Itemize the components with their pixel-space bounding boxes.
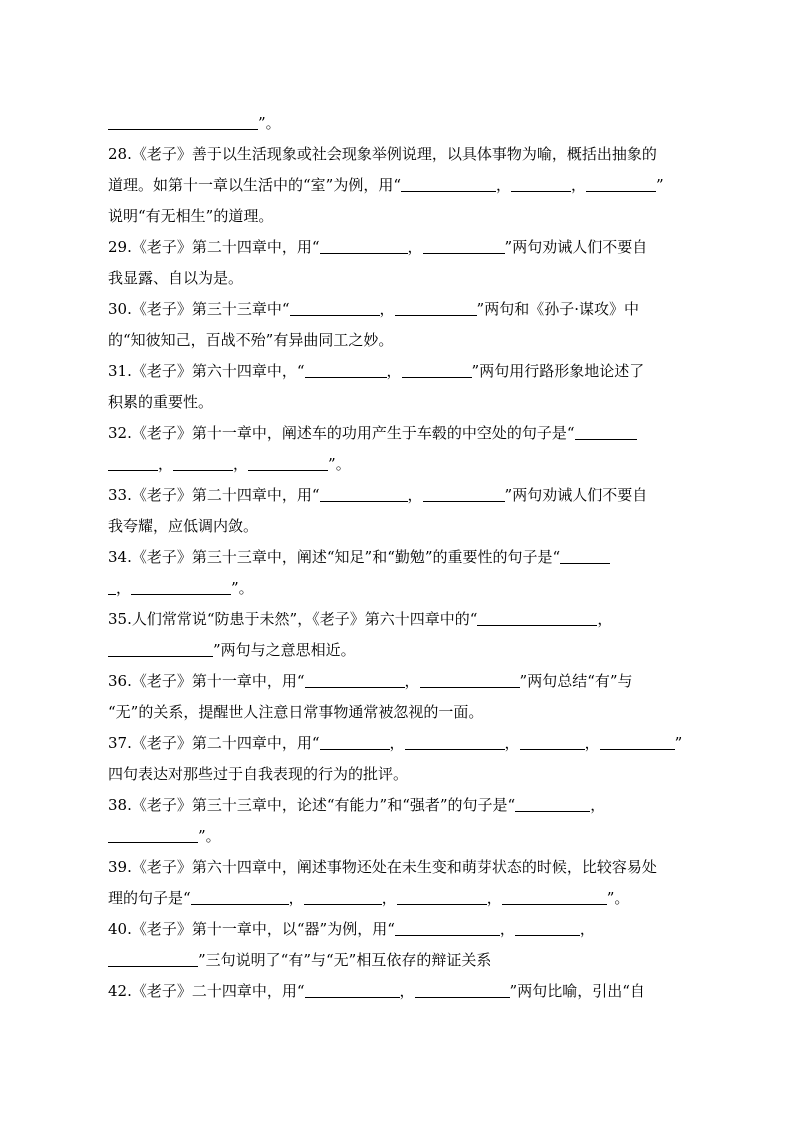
line-text: 42.《老子》二十四章中，用“: [108, 982, 305, 1000]
line-text: ，: [597, 610, 613, 628]
line-text: 39.《老子》第六十四章中，阐述事物还处在未生变和萌芽状态的时候，比较容易处: [108, 858, 657, 876]
line-text: ”。: [606, 889, 630, 907]
line-text: ，: [584, 734, 600, 752]
text-line: [108, 728, 688, 759]
fill-in-blank: [305, 362, 387, 378]
fill-in-blank: [108, 579, 116, 595]
line-text: ”。: [258, 114, 281, 132]
text-line: [108, 945, 688, 976]
text-line: [108, 170, 688, 201]
line-text: ”。: [328, 455, 351, 473]
line-text: 道理。如第十一章以生活中的“室”为例，用“: [108, 176, 402, 194]
line-text: 37.《老子》第二十四章中，用“: [108, 734, 320, 752]
text-line: [108, 759, 688, 790]
fill-in-blank: [173, 455, 233, 471]
text-line: [108, 635, 688, 666]
text-line: [108, 201, 688, 232]
text-line: [108, 325, 688, 356]
line-text: ，: [404, 672, 420, 690]
fill-in-blank: [420, 672, 520, 688]
line-text: 36.《老子》第十一章中，用“: [108, 672, 305, 690]
fill-in-blank: [108, 455, 158, 471]
fill-in-blank: [304, 889, 382, 905]
fill-in-blank: [575, 424, 637, 440]
fill-in-blank: [515, 796, 590, 812]
text-line: [108, 139, 688, 170]
line-text: ，: [504, 734, 520, 752]
fill-in-blank: [320, 734, 390, 750]
text-line: [108, 604, 688, 635]
line-text: ，: [233, 455, 249, 473]
fill-in-blank: [191, 889, 289, 905]
text-line: [108, 108, 688, 139]
text-line: [108, 697, 688, 728]
text-line: [108, 914, 688, 945]
line-text: ，: [486, 889, 502, 907]
fill-in-blank: [600, 734, 675, 750]
line-text: ”: [674, 734, 683, 752]
text-line: [108, 480, 688, 511]
line-text: ，: [579, 920, 595, 938]
line-text: 32.《老子》第十一章中，阐述车的功用产生于车毂的中空处的句子是“: [108, 424, 575, 442]
fill-in-blank: [402, 362, 472, 378]
line-text: 38.《老子》第三十三章中，论述“有能力”和“强者”的句子是“: [108, 796, 516, 814]
fill-in-blank: [511, 176, 571, 192]
line-text: 29.《老子》第二十四章中，用“: [108, 238, 320, 256]
fill-in-blank: [108, 641, 213, 657]
text-line: [108, 387, 688, 418]
line-text: 我显露、自以为是。: [108, 269, 244, 287]
text-line: [108, 666, 688, 697]
line-text: 30.《老子》第三十三章中“: [108, 300, 290, 318]
text-line: [108, 356, 688, 387]
line-text: ，: [116, 579, 132, 597]
text-line: [108, 294, 688, 325]
text-line: [108, 573, 688, 604]
line-text: ，: [407, 486, 423, 504]
line-text: ，: [379, 300, 395, 318]
line-text: 34.《老子》第三十三章中，阐述“知足”和“勤勉”的重要性的句子是“: [108, 548, 561, 566]
line-text: “无”的关系，提醒世人注意日常事物通常被忽视的一面。: [108, 703, 484, 721]
line-text: 35.人们常常说“防患于未然”，《老子》第六十四章中的“: [108, 610, 478, 628]
fill-in-blank: [108, 951, 198, 967]
text-line: [108, 883, 688, 914]
line-text: ，: [590, 796, 606, 814]
fill-in-blank: [520, 734, 585, 750]
fill-in-blank: [397, 889, 487, 905]
text-line: [108, 449, 688, 480]
line-text: ”两句劝诫人们不要自: [504, 486, 648, 504]
fill-in-blank: [515, 920, 580, 936]
line-text: 积累的重要性。: [108, 393, 214, 411]
text-line: [108, 418, 688, 449]
fill-in-blank: [305, 672, 405, 688]
line-text: ，: [389, 734, 405, 752]
line-text: 31.《老子》第六十四章中，“: [108, 362, 305, 380]
fill-in-blank: [405, 734, 505, 750]
line-text: ”。: [198, 827, 221, 845]
fill-in-blank: [395, 300, 477, 316]
text-line: [108, 263, 688, 294]
line-text: ，: [496, 176, 512, 194]
fill-in-blank: [586, 176, 656, 192]
fill-in-blank: [320, 486, 408, 502]
line-text: ，: [158, 455, 174, 473]
line-text: ，: [407, 238, 423, 256]
text-line: [108, 511, 688, 542]
fill-in-blank: [108, 114, 258, 130]
line-text: ”两句总结“有”与: [519, 672, 633, 690]
fill-in-blank: [560, 548, 610, 564]
line-text: ，: [571, 176, 587, 194]
text-line: [108, 821, 688, 852]
line-text: ”三句说明了“有”与“无”相互依存的辩证关系: [198, 951, 492, 969]
line-text: ，: [381, 889, 397, 907]
fill-in-blank: [248, 455, 328, 471]
line-text: 我夸耀，应低调内敛。: [108, 517, 259, 535]
line-text: ，: [399, 982, 415, 1000]
line-text: ，: [499, 920, 515, 938]
line-text: ”两句和《孙子·谋攻》中: [476, 300, 639, 318]
fill-in-blank: [502, 889, 607, 905]
fill-in-blank: [320, 238, 408, 254]
fill-in-blank: [401, 176, 496, 192]
text-line: [108, 976, 688, 1007]
fill-in-blank: [395, 920, 500, 936]
line-text: 的“知彼知己，百战不殆”有异曲同工之妙。: [108, 331, 394, 349]
line-text: 33.《老子》第二十四章中，用“: [108, 486, 320, 504]
fill-in-blank: [305, 982, 400, 998]
line-text: ”两句比喻，引出“自: [509, 982, 645, 1000]
line-text: ，: [288, 889, 304, 907]
text-line: [108, 852, 688, 883]
line-text: 40.《老子》第十一章中，以“器”为例，用“: [108, 920, 395, 938]
line-text: 28.《老子》善于以生活现象或社会现象举例说理，以具体事物为喻，概括出抽象的: [108, 145, 657, 163]
document-page: [108, 108, 688, 1007]
fill-in-blank: [423, 238, 505, 254]
line-text: 理的句子是“: [108, 889, 191, 907]
fill-in-blank: [108, 827, 198, 843]
line-text: 四句表达对那些过于自我表现的行为的批评。: [108, 765, 409, 783]
line-text: ”两句劝诫人们不要自: [504, 238, 648, 256]
line-text: ”。: [231, 579, 254, 597]
line-text: ”两句与之意思相近。: [213, 641, 356, 659]
text-line: [108, 542, 688, 573]
fill-in-blank: [415, 982, 510, 998]
line-text: 说明“有无相生”的道理。: [108, 207, 274, 225]
text-line: [108, 232, 688, 263]
fill-in-blank: [477, 610, 597, 626]
line-text: ，: [386, 362, 402, 380]
text-line: [108, 790, 688, 821]
line-text: ”两句用行路形象地论述了: [471, 362, 645, 380]
fill-in-blank: [131, 579, 231, 595]
line-text: ”: [656, 176, 664, 194]
fill-in-blank: [290, 300, 380, 316]
fill-in-blank: [423, 486, 505, 502]
